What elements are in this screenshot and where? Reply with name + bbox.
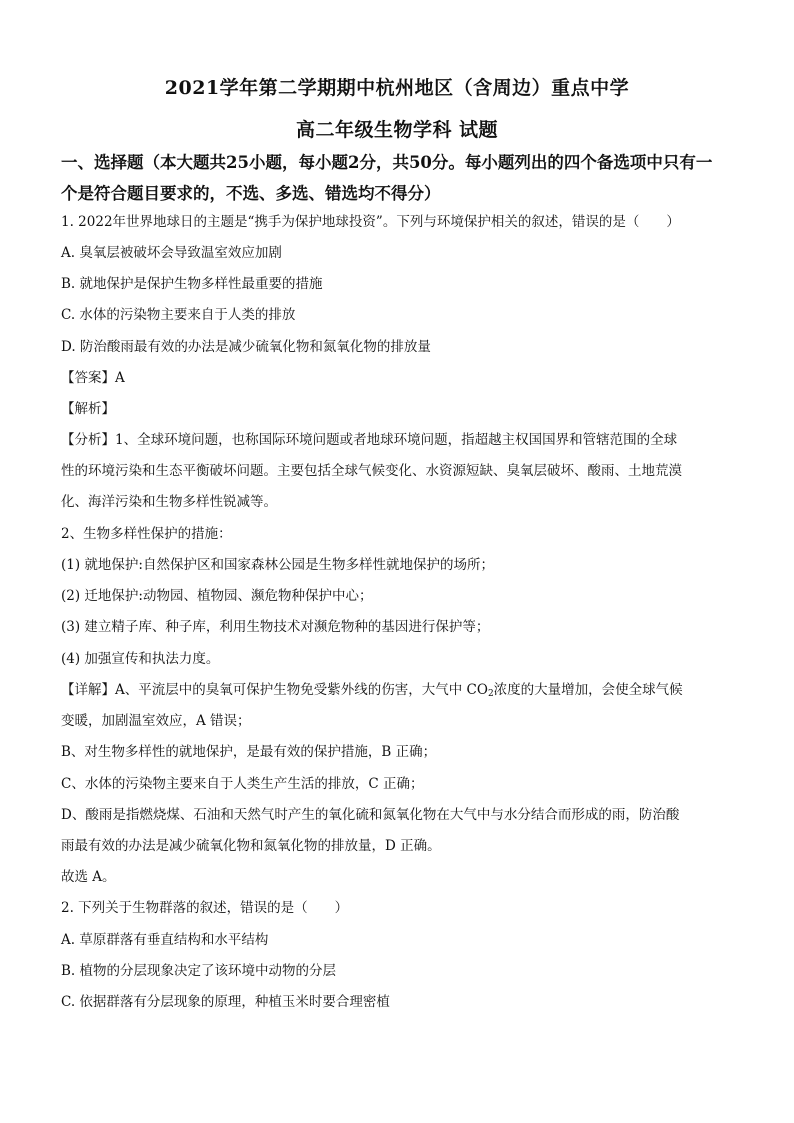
question-1-stem: 1. 2022年世界地球日的主题是“携手为保护地球投资”。下列与环境保护相关的叙述，错误的是（ ） — [61, 214, 680, 230]
protection-heading: 2、生物多样性保护的措施： — [61, 526, 232, 542]
detail-text-1b: 浓度的大量增加，会使全球气候 — [493, 682, 683, 698]
detail-line-6: 雨最有效的办法是减少硫氧化物和氮氧化物的排放量，D 正确。 — [61, 838, 441, 854]
analysis-line-2: 性的环境污染和生态平衡破坏问题。主要包括全球气候变化、水资源短缺、臭氧层破坏、酸雨、土地荒漠 — [61, 463, 682, 479]
question-1-conclusion: 故选 A。 — [61, 869, 116, 885]
exam-title: 2021学年第二学期期中杭州地区（含周边）重点中学 — [164, 77, 630, 99]
question-2-stem: 2. 下列关于生物群落的叙述，错误的是（ ） — [61, 900, 349, 916]
protection-point-2: (2) 迁地保护:动物园、植物园、濒危物种保护中心； — [61, 588, 373, 604]
section-heading-line2: 个是符合题目要求的，不选、多选、错选均不得分） — [61, 184, 441, 203]
detail-line-2: 变暖，加剧温室效应，A 错误； — [61, 713, 251, 729]
detail-tag: 【详解】 — [61, 682, 115, 698]
question-1-answer — [61, 369, 125, 387]
detail-text-1a: A、平流层中的臭氧可保护生物免受紫外线的伤害，大气中 CO — [115, 682, 488, 698]
question-1-option-c: C. 水体的污染物主要来自于人类的排放 — [61, 307, 296, 323]
fenxi-tag: 【分析】 — [61, 432, 115, 448]
analysis-line-1 — [61, 431, 677, 449]
question-1-option-b: B. 就地保护是保护生物多样性最重要的措施 — [61, 276, 323, 292]
protection-point-4: (4) 加强宣传和执法力度。 — [61, 651, 220, 667]
exam-subtitle: 高二年级生物学科 试题 — [295, 119, 499, 141]
co2-subscript: 2 — [487, 689, 494, 699]
answer-tag: 【答案】 — [61, 370, 115, 386]
question-2-option-b: B. 植物的分层现象决定了该环境中动物的分层 — [61, 963, 337, 979]
detail-line-1 — [61, 681, 683, 703]
question-2-option-c: C. 依据群落有分层现象的原理，种植玉米时要合理密植 — [61, 994, 390, 1010]
question-1-option-d: D. 防治酸雨最有效的办法是减少硫氧化物和氮氧化物的排放量 — [61, 339, 431, 355]
protection-point-1: (1) 就地保护:自然保护区和国家森林公园是生物多样性就地保护的场所； — [61, 557, 494, 573]
fenxi-text-1: 1、全球环境问题，也称国际环境问题或者地球环境问题，指超越主权国国界和管辖范围的全球 — [115, 432, 678, 448]
detail-line-5: D、酸雨是指燃烧煤、石油和天然气时产生的氧化硫和氮氧化物在大气中与水分结合而形成的雨，防治酸 — [61, 807, 680, 823]
answer-value: A — [115, 370, 125, 386]
section-heading-line1: 一、选择题（本大题共25小题，每小题2分，共50分。每小题列出的四个备选项中只有一 — [61, 153, 713, 172]
question-2-option-a: A. 草原群落有垂直结构和水平结构 — [61, 932, 269, 948]
question-1-analysis-tag: 【解析】 — [61, 401, 115, 417]
protection-point-3: (3) 建立精子库、种子库，利用生物技术对濒危物种的基因进行保护等； — [61, 619, 490, 635]
question-1-option-a: A. 臭氧层被破坏会导致温室效应加剧 — [61, 245, 282, 261]
analysis-line-3: 化、海洋污染和生物多样性锐减等。 — [61, 494, 277, 510]
detail-line-4: C、水体的污染物主要来自于人类生产生活的排放，C 正确； — [61, 776, 424, 792]
detail-line-3: B、对生物多样性的就地保护，是最有效的保护措施，B 正确； — [61, 744, 437, 760]
